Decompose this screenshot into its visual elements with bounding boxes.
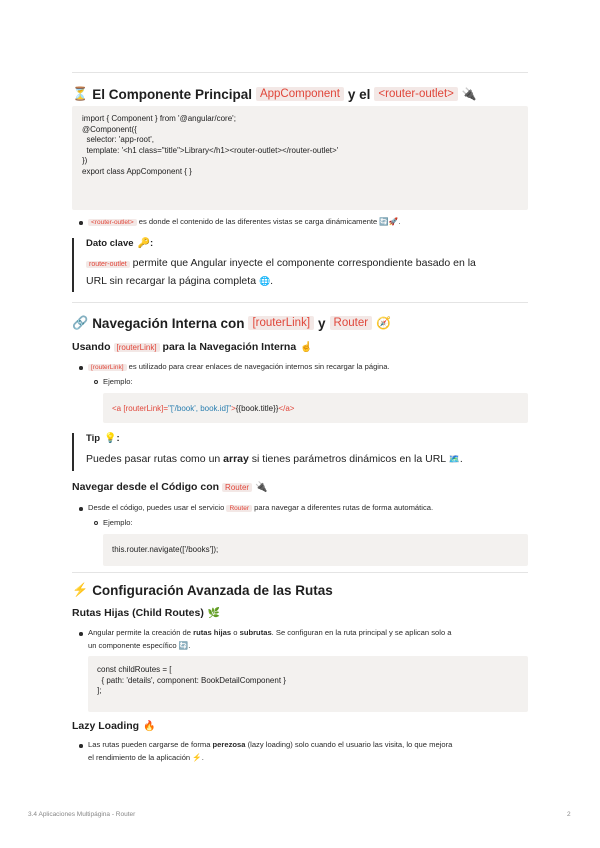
plant-icon: 🌿 [207, 607, 221, 619]
inline-tag: <router-outlet> [88, 219, 137, 226]
section3-heading [72, 582, 333, 598]
section2-tag-routerlink: [routerLink] [248, 316, 314, 330]
key-icon: 🔑 [137, 238, 150, 249]
subheading-navegar-codigo: Navegar desde el Código con Router 🔌 [72, 481, 268, 493]
section2-title-mid: y [318, 315, 326, 331]
list-item-text: es donde el contenido de las diferentes vistas se carga dinámicamente [138, 217, 378, 226]
section2-tag-router: Router [330, 316, 373, 330]
section1-tag-router-outlet: <router-outlet> [374, 87, 457, 101]
plug-icon: 🔌 [255, 481, 268, 493]
sub-list-item-ejemplo: Ejemplo: [103, 377, 133, 386]
compass-icon: 🧭 [376, 316, 392, 330]
code-line: template: '<h1 class="title">Library</h1><router-outlet></router-outlet>' [82, 145, 339, 155]
section1-heading [72, 86, 477, 102]
list-item-rutas-hijas: Angular permite la creación de rutas hijas o subrutas. Se configuran en la ruta principal y se aplican solo a un componente específico 🔄. [88, 628, 452, 650]
section1-title-prefix: El Componente Principal [92, 86, 252, 102]
bullet-dot [79, 221, 83, 225]
map-icon: 🗺️ [448, 454, 460, 464]
inline-tag: Router [226, 505, 252, 512]
code-block-appcomponent [72, 106, 528, 210]
list-item-router-service: Desde el código, puedes usar el servicio Router para navegar a diferentes rutas de forma automática. [88, 503, 434, 512]
code-block-routerlink [103, 393, 528, 423]
inline-tag: Router [222, 483, 252, 492]
callout-tip [72, 433, 528, 471]
pointer-icon: ☝ [300, 341, 313, 353]
code-line: <a [routerLink]="['/book', book.id]">{{book.title}}</a> [112, 404, 295, 413]
refresh-icon: 🔄 [379, 217, 389, 226]
callout-body: router-outlet permite que Angular inyecte el componente correspondiente basado en la URL sin recargar la página completa 🌐. [86, 257, 476, 287]
callout-title: Tip 💡 : [86, 433, 120, 444]
list-item-router-outlet: <router-outlet> es donde el contenido de las diferentes vistas se carga dinámicamente 🔄🚀. [88, 216, 400, 230]
code-line: }) [82, 156, 88, 166]
section2-title-prefix: Navegación Interna con [92, 315, 245, 331]
lightning-icon: ⚡ [192, 752, 202, 762]
lightning-icon: ⚡ [72, 582, 89, 597]
code-line: ]; [97, 686, 102, 696]
code-line: const childRoutes = [ [97, 665, 172, 674]
rocket-icon: 🚀 [388, 217, 399, 226]
list-item-routerlink: [routerLink] es utilizado para crear enlaces de navegación internos sin recargar la página. [88, 361, 390, 375]
fire-icon: 🔥 [143, 720, 156, 732]
code-line: this.router.navigate(['/books']); [112, 545, 219, 554]
sub-bullet-circle [94, 521, 98, 525]
sub-bullet-circle [94, 380, 98, 384]
section-divider [72, 302, 528, 303]
top-divider [72, 72, 528, 73]
section1-tag-appcomponent: AppComponent [256, 87, 344, 101]
section-divider [72, 572, 528, 573]
inline-tag: router-outlet [86, 261, 130, 268]
plug-icon: 🔌 [461, 87, 477, 101]
lightbulb-icon: 💡 [104, 433, 117, 444]
code-line: import { Component } from '@angular/core'; [82, 114, 236, 123]
bullet-dot [79, 507, 83, 511]
subheading-usando-routerlink: Usando [routerLink] para la Navegación Interna ☝ [72, 341, 313, 353]
page-number: 2 [567, 811, 571, 818]
refresh-icon: 🔄 [178, 640, 189, 650]
code-line: { path: 'details', component: BookDetailComponent } [97, 675, 286, 685]
code-line: @Component({ [82, 124, 137, 134]
link-icon: 🔗 [72, 315, 89, 330]
section1-title-mid: y el [347, 86, 371, 102]
globe-icon: 🌐 [258, 276, 271, 286]
bullet-dot [79, 366, 83, 370]
subheading-rutas-hijas: Rutas Hijas (Child Routes) 🌿 [72, 607, 221, 619]
code-block-navigate [103, 534, 528, 566]
footer-title: 3.4 Aplicaciones Multipágina - Router [28, 811, 136, 818]
bullet-dot [79, 744, 83, 748]
section3-title: Configuración Avanzada de las Rutas [92, 582, 333, 598]
inline-tag: [routerLink] [88, 364, 127, 371]
section2-heading [72, 315, 391, 331]
code-line: export class AppComponent { } [82, 166, 192, 176]
callout-title: Dato clave 🔑 : [86, 238, 154, 249]
subheading-lazy-loading: Lazy Loading 🔥 [72, 720, 156, 732]
callout-body: Puedes pasar rutas como un array si tienes parámetros dinámicos en la URL 🗺️. [86, 453, 463, 465]
sub-list-item-ejemplo: Ejemplo: [103, 518, 133, 527]
hourglass-icon: ⏳ [72, 86, 89, 101]
callout-dato-clave [72, 238, 528, 292]
code-line: selector: 'app-root', [82, 135, 154, 145]
code-block-child-routes [88, 656, 528, 712]
bullet-dot [79, 632, 83, 636]
list-item-lazy-loading: Las rutas pueden cargarse de forma perezosa (lazy loading) solo cuando el usuario las visita, lo que mejora el rendimiento de la aplicación ⚡. [88, 740, 453, 762]
inline-tag: [routerLink] [114, 343, 160, 352]
